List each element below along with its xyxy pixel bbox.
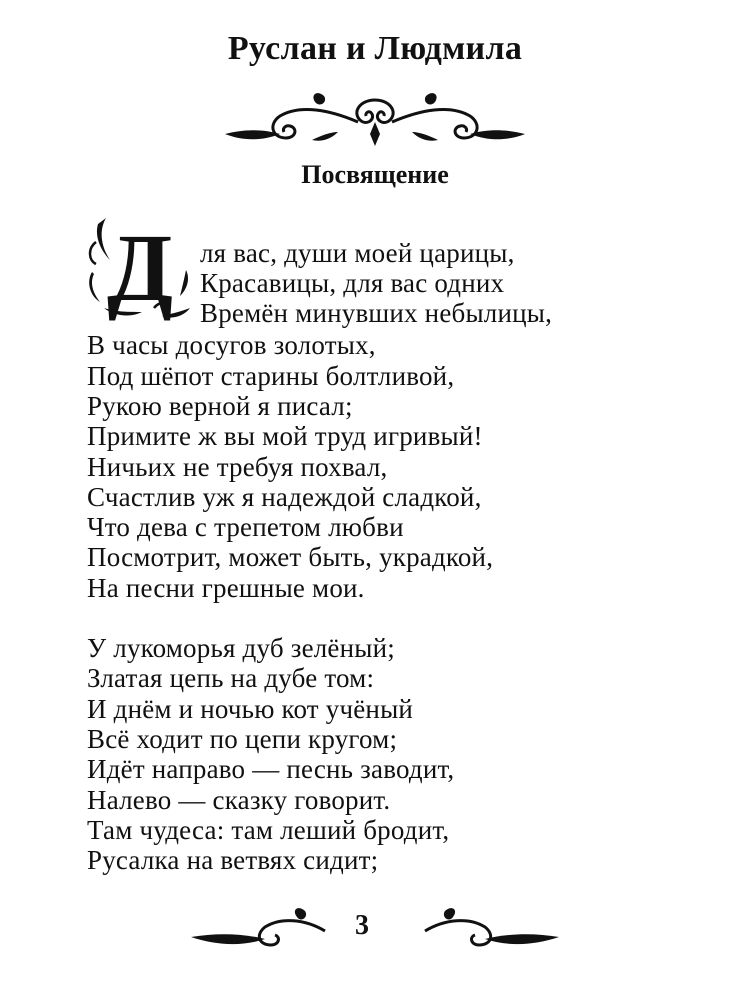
poem-line: Что дева с трепетом любви: [87, 512, 404, 542]
poem-line: Под шёпот старины болтливой,: [87, 361, 455, 391]
poem-line: Русалка на ветвях сидит;: [87, 845, 379, 875]
poem-line: Красавицы, для вас одних: [200, 268, 505, 298]
poem-line: Златая цепь на дубе том:: [87, 663, 375, 693]
ornament-divider-top: [220, 90, 530, 150]
decorative-dropcap: [84, 212, 192, 324]
poem-line: Идёт направо — песнь заводит,: [87, 754, 455, 784]
poem-line: Счастлив уж я надеждой сладкой,: [87, 482, 482, 512]
poem-line: Посмотрит, может быть, украдкой,: [87, 542, 494, 572]
poem-line: Там чудеса: там леший бродит,: [87, 815, 450, 845]
poem-line: Налево — сказку говорит.: [87, 785, 391, 815]
poem-line: Времён минувших небылицы,: [200, 298, 553, 328]
poem-line: Примите ж вы мой труд игривый!: [87, 421, 483, 451]
poem-line: И днём и ночью кот учёный: [87, 694, 414, 724]
poem-line: У лукоморья дуб зелёный;: [87, 633, 395, 663]
poem-line: Ничьих не требуя похвал,: [87, 452, 388, 482]
page-number: 3: [355, 910, 369, 941]
poem-line: Рукою верной я писал;: [87, 391, 353, 421]
poem-line: Всё ходит по цепи кругом;: [87, 724, 398, 754]
chapter-title: Руслан и Людмила: [227, 30, 523, 67]
dropcap-letter: Д: [106, 214, 174, 321]
poem-line: На песни грешные мои.: [87, 573, 365, 603]
poem-line: ля вас, души моей царицы,: [200, 238, 515, 268]
section-title: Посвящение: [301, 160, 449, 189]
poem-line: В часы досугов золотых,: [87, 330, 376, 360]
